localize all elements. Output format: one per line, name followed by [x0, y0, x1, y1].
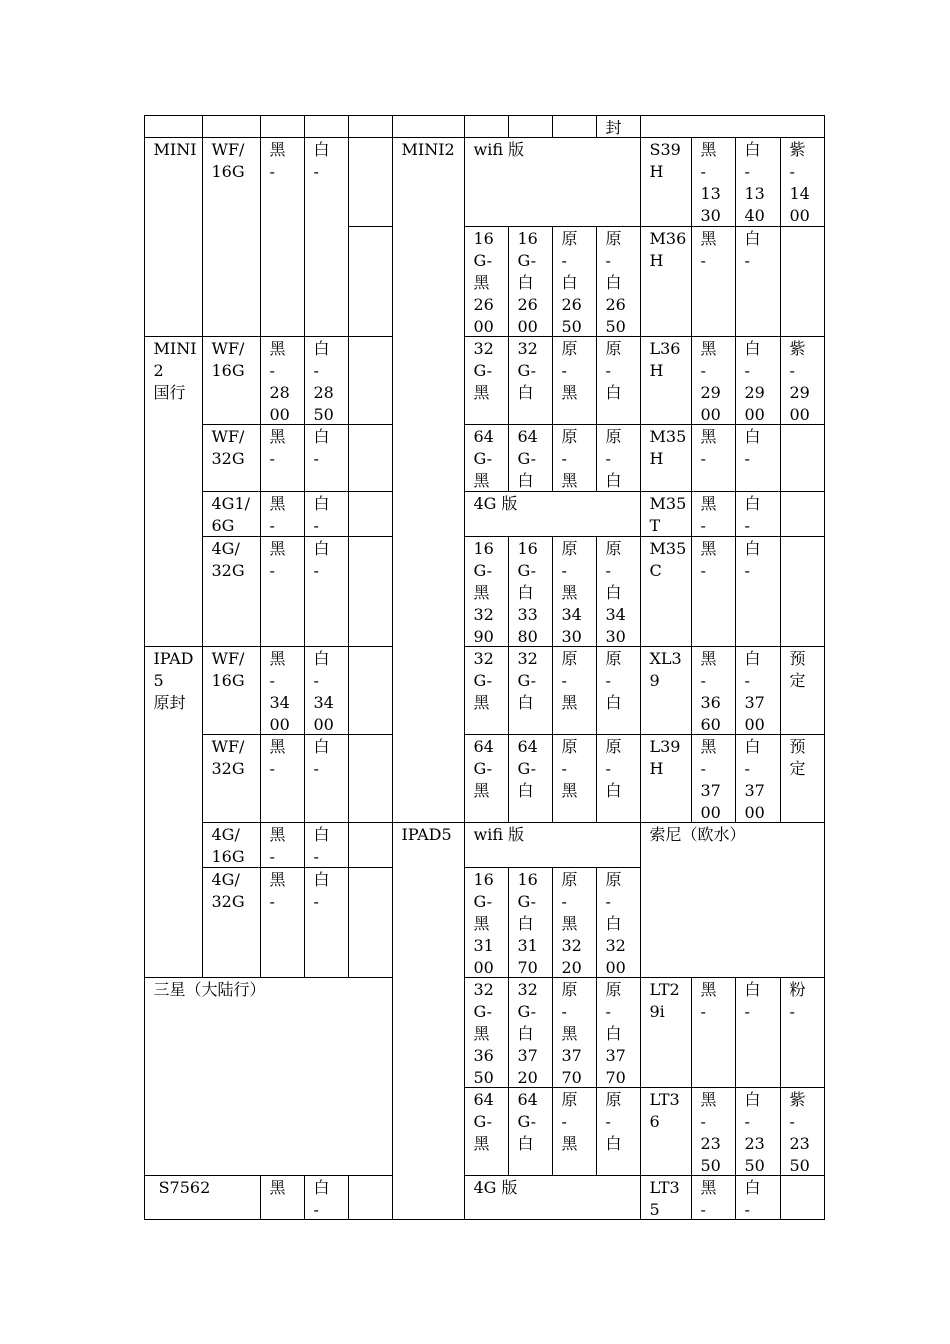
table-cell	[348, 734, 393, 823]
table-cell: 原 - 黑 32 20	[552, 867, 597, 978]
table-cell: 白 -	[304, 867, 349, 978]
table-cell: 白 - 37 00	[735, 646, 781, 735]
table-cell: 白 -	[735, 491, 781, 537]
table-cell: 紫 - 23 50	[780, 1087, 825, 1176]
table-cell: 原 - 白 26 50	[596, 226, 641, 337]
table-cell: 黑 -	[691, 491, 736, 537]
table-cell: IPAD 5 原封	[144, 646, 203, 978]
table-cell: 16 G- 黑 26 00	[464, 226, 509, 337]
table-cell: M35 C	[640, 536, 692, 647]
table-cell: 原 - 黑	[552, 1087, 597, 1176]
table-cell: S7562	[144, 1175, 261, 1220]
table-cell: 4G1/ 6G	[202, 491, 261, 537]
table-cell: 黑 -	[260, 424, 305, 492]
table-cell	[392, 115, 465, 138]
table-cell: LT2 9i	[640, 977, 692, 1088]
table-cell: 原 - 黑 34 30	[552, 536, 597, 647]
table-cell	[780, 491, 825, 537]
table-cell	[348, 491, 393, 537]
table-cell	[144, 115, 203, 138]
table-cell: 白 -	[735, 226, 781, 337]
table-cell: 黑 - 28 00	[260, 336, 305, 425]
table-cell: 64 G- 黑	[464, 424, 509, 492]
table-cell: 黑 - 37 00	[691, 734, 736, 823]
table-cell: MINI 2 国行	[144, 336, 203, 647]
table-cell: L39 H	[640, 734, 692, 823]
table-cell: MINI	[144, 137, 203, 337]
table-cell	[348, 536, 393, 647]
table-cell: 64 G- 白	[508, 734, 553, 823]
table-cell: 预 定	[780, 734, 825, 823]
table-cell: 4G 版	[464, 1175, 641, 1220]
table-cell: 原 - 白 32 00	[596, 867, 641, 978]
table-cell: L36 H	[640, 336, 692, 425]
table-cell: 16 G- 黑 31 00	[464, 867, 509, 978]
table-cell: 原 - 白	[596, 336, 641, 425]
table-cell: WF/ 16G	[202, 646, 261, 735]
table-cell	[260, 115, 305, 138]
table-cell: 白 - 37 00	[735, 734, 781, 823]
table-cell: 32 G- 白 37 20	[508, 977, 553, 1088]
table-cell: 粉 -	[780, 977, 825, 1088]
table-cell: LT3 5	[640, 1175, 692, 1220]
table-cell: 黑 -	[260, 822, 305, 868]
table-cell	[348, 1175, 393, 1220]
table-cell: 黑 -	[260, 536, 305, 647]
table-cell: 原 - 黑	[552, 424, 597, 492]
table-cell: 白 -	[304, 424, 349, 492]
table-cell: M35 T	[640, 491, 692, 537]
table-cell: 白 - 34 00	[304, 646, 349, 735]
table-cell: 原 - 白	[596, 424, 641, 492]
table-cell: 64 G- 黑	[464, 734, 509, 823]
table-cell: 白 - 23 50	[735, 1087, 781, 1176]
table-cell: WF/ 16G	[202, 137, 261, 337]
table-cell: 黑 - 36 60	[691, 646, 736, 735]
table-cell: 黑 -	[260, 867, 305, 978]
table-cell: 黑 - 29 00	[691, 336, 736, 425]
table-cell: 黑 - 34 00	[260, 646, 305, 735]
table-cell: M36 H	[640, 226, 692, 337]
table-cell: 黑 -	[691, 1175, 736, 1220]
table-cell	[640, 115, 825, 138]
table-cell: 白 -	[304, 491, 349, 537]
table-cell: 32 G- 黑 36 50	[464, 977, 509, 1088]
table-cell: 三星（大陆行）	[144, 977, 393, 1176]
table-cell	[464, 115, 509, 138]
table-cell	[348, 137, 393, 227]
table-cell	[348, 867, 393, 978]
table-cell: 预 定	[780, 646, 825, 735]
table-cell: IPAD5	[392, 822, 465, 1220]
table-cell: 白 - 28 50	[304, 336, 349, 425]
table-cell	[780, 424, 825, 492]
table-cell: 64 G- 白	[508, 1087, 553, 1176]
table-cell: 原 - 白 34 30	[596, 536, 641, 647]
table-cell: 原 - 白 37 70	[596, 977, 641, 1088]
table-cell: 4G 版	[464, 491, 641, 537]
table-cell: 白 -	[304, 137, 349, 337]
table-cell: 32 G- 黑	[464, 646, 509, 735]
table-cell: 白 -	[735, 1175, 781, 1220]
table-cell: 32 G- 白	[508, 646, 553, 735]
table-cell: 黑 - 23 50	[691, 1087, 736, 1176]
table-cell: 白 -	[304, 822, 349, 868]
table-cell	[348, 424, 393, 492]
table-cell: 白 -	[304, 734, 349, 823]
table-cell: 黑 -	[260, 491, 305, 537]
table-cell	[780, 536, 825, 647]
table-cell: 原 - 白	[596, 1087, 641, 1176]
table-cell: 紫 - 29 00	[780, 336, 825, 425]
table-cell: 黑 -	[691, 226, 736, 337]
table-cell: 白 -	[735, 977, 781, 1088]
table-cell: WF/ 16G	[202, 336, 261, 425]
table-cell: 32 G- 白	[508, 336, 553, 425]
table-cell	[348, 646, 393, 735]
table-cell: 黑 -	[691, 536, 736, 647]
table-cell: M35 H	[640, 424, 692, 492]
table-cell: 封	[596, 115, 641, 138]
table-cell: 16 G- 白 26 00	[508, 226, 553, 337]
table-cell	[348, 115, 393, 138]
table-cell: 白 -	[735, 536, 781, 647]
table-cell: 16 G- 白 33 80	[508, 536, 553, 647]
table-cell	[780, 1175, 825, 1220]
table-cell: 黑 -	[691, 424, 736, 492]
table-cell: 白 -	[735, 424, 781, 492]
table-cell: 白 - 13 40	[735, 137, 781, 227]
table-cell	[304, 115, 349, 138]
table-cell: 64 G- 黑	[464, 1087, 509, 1176]
table-cell	[508, 115, 553, 138]
table-cell	[780, 226, 825, 337]
table-cell: 黑	[260, 1175, 305, 1220]
table-cell: 黑 -	[691, 977, 736, 1088]
table-cell: 原 - 黑	[552, 646, 597, 735]
table-cell: 紫 - 14 00	[780, 137, 825, 227]
table-cell: 64 G- 白	[508, 424, 553, 492]
table-cell: 原 - 白	[596, 646, 641, 735]
table-cell: 16 G- 白 31 70	[508, 867, 553, 978]
table-cell: MINI2	[392, 137, 465, 1220]
table-cell: LT3 6	[640, 1087, 692, 1176]
table-cell: 黑 - 13 30	[691, 137, 736, 227]
table-cell	[202, 115, 261, 138]
table-cell: 32 G- 黑	[464, 336, 509, 425]
table-cell: wifi 版	[464, 822, 641, 868]
table-cell: 黑 -	[260, 137, 305, 337]
table-cell: 索尼（欧水）	[640, 822, 825, 978]
table-cell: 原 - 白	[596, 734, 641, 823]
table-cell: 原 - 黑	[552, 336, 597, 425]
table-cell: 16 G- 黑 32 90	[464, 536, 509, 647]
table-cell: 原 - 黑 37 70	[552, 977, 597, 1088]
table-cell: XL3 9	[640, 646, 692, 735]
table-cell: 白 -	[304, 1175, 349, 1220]
table-cell: 白 - 29 00	[735, 336, 781, 425]
table-cell	[552, 115, 597, 138]
table-cell	[348, 226, 393, 337]
table-cell: 原 - 白 26 50	[552, 226, 597, 337]
table-cell: WF/ 32G	[202, 424, 261, 492]
table-cell: 4G/ 32G	[202, 867, 261, 978]
table-cell: S39 H	[640, 137, 692, 227]
table-cell: 原 - 黑	[552, 734, 597, 823]
table-cell: 白 -	[304, 536, 349, 647]
table-cell	[348, 822, 393, 868]
table-cell: WF/ 32G	[202, 734, 261, 823]
table-cell: 4G/ 32G	[202, 536, 261, 647]
table-cell: wifi 版	[464, 137, 641, 227]
table-cell: 4G/ 16G	[202, 822, 261, 868]
table-cell: 黑 -	[260, 734, 305, 823]
table-cell	[348, 336, 393, 425]
